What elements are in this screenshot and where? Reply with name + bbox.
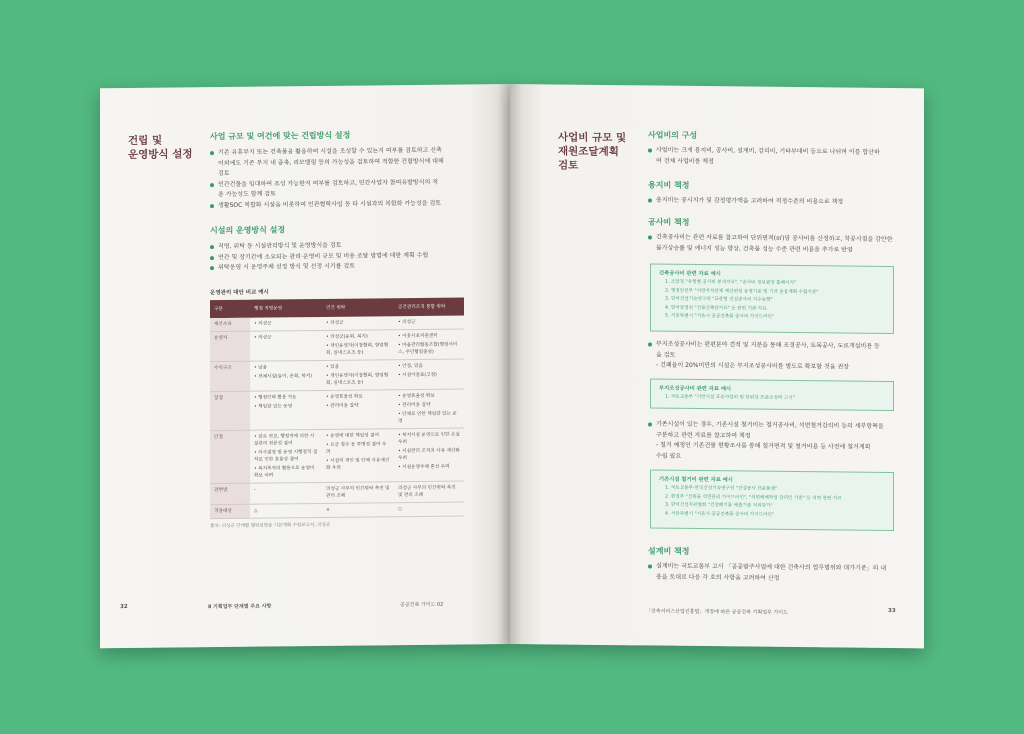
table-cell <box>394 428 464 482</box>
table-cell-line: • 안정, 있음 <box>398 363 423 370</box>
table-cell <box>250 503 322 518</box>
table-cell-line: • 낮음 <box>254 365 268 371</box>
book-spine-shadow <box>498 84 522 644</box>
sub-item: - 철거 예정인 기존건물 현황조사를 통해 철거면적 및 철거비용 등 사전에 철거계획 <box>656 441 871 451</box>
page-number: 32 <box>120 604 128 611</box>
footer-guide-title: 「건축서비스산업진흥법」개정에 따른 공공건축 기획업무 가이드 <box>646 608 788 616</box>
table-row-label: 장점 <box>210 391 250 430</box>
reference-box-demolition <box>650 469 894 531</box>
left-page <box>100 84 510 648</box>
box-item: 1. 국토교통부 "기반시설 표준사업비 및 단위당 표준조성비 고시" <box>665 394 795 401</box>
table-cell-line: • 시설이용료(고정) <box>398 372 437 379</box>
site-preparation-text <box>648 339 896 373</box>
bullet-item <box>210 198 460 211</box>
footer-section-title: Ⅱ 기획업무 단계별 주요 사항 <box>208 603 272 611</box>
table-cell-line: • 운영효율성 확보 <box>398 393 435 400</box>
table-cell <box>322 316 394 330</box>
box-item: 1. 국토교통부·한국건설기술연구원 "건설공사 표준품셈" <box>665 485 778 492</box>
table-cell-line: • 의성군(운회, 복지) <box>326 334 368 340</box>
chapter-title-line: 건립 및 <box>128 134 163 148</box>
table-cell <box>394 359 464 390</box>
table-header-cell: 공간관리조직 통합 위탁 <box>394 297 464 316</box>
table-cell-line: • 관리비용 절약 <box>326 403 359 409</box>
sub-item: 수립 필요 <box>656 452 682 460</box>
table-cell <box>250 330 322 361</box>
bullet-item: 용지비는 공시지가 및 감정평가액을 고려하여 적정수준의 비용으로 책정 <box>648 195 896 208</box>
table-cell-line: × <box>326 507 330 513</box>
box-item: 3. 한국건설자원협회 "건설폐기물 배출기준 처리단가" <box>665 502 773 509</box>
table-title: 운영관리 대안 비교 예시 <box>210 289 269 297</box>
table-row <box>210 502 464 519</box>
table-cell-line: • 시설의 개인 및 단체 사유재산화 우려 <box>326 458 390 471</box>
table-cell-line: • 의성군 <box>398 319 416 326</box>
table-row <box>210 359 464 392</box>
bullet-line: 검토 <box>218 169 230 178</box>
bullet-line: 생활SOC 복합화 시설을 비롯하여 민관협력사업 등 타 시설과의 복합화 가능성을 검토 <box>218 199 442 209</box>
bullet-line: 부지조성공사비는 편편분야 견적 및 지분을 통해 조경공사, 토목공사, 도로개설비용 등 <box>656 340 880 350</box>
table-cell-line: • 관리비용 절약 <box>398 402 431 409</box>
box-title: 건축공사비 관련 자료 예시 <box>659 270 721 278</box>
table-cell <box>322 330 394 361</box>
bullet-item: 위탁운영 시 운영주체 선정 방식 및 선정 시기를 검토 <box>210 261 460 274</box>
bullet-item: 연간 및 장기간에 소요되는 관리·운영비 규모 및 비용 조달 방법에 대한 계획 수립 <box>210 250 460 263</box>
chapter-title-line: 운영방식 설정 <box>128 148 193 162</box>
bullet-item: 직영, 위탁 등 시설관리방식 및 운영방식을 검토 <box>210 240 460 253</box>
table-cell-line: • 행정인력 활용 가능 <box>254 395 297 401</box>
box-item: 2. 행정안전부 "지방자치단체 예산편성 운영기준 및 기금 운용계획 수립기준" <box>665 288 819 295</box>
section-heading: 공사비 책정 <box>648 217 690 227</box>
table-cell <box>322 390 394 430</box>
box-item: 4. 한국감정원 "건물신축단가표" 등 관련 기관 자료 <box>665 305 767 312</box>
section-heading: 시설의 운영방식 설정 <box>210 225 286 236</box>
bullet-line: 용 가능성도 함께 검토 <box>218 190 276 199</box>
table-cell-line: • 복지시설 운영으로 인한 손실 우려 <box>398 432 460 446</box>
section-building-method <box>210 129 460 274</box>
table-row-label: 관련법 <box>210 483 250 504</box>
table-cell-line: - <box>254 487 256 493</box>
box-item: 3. 한국건설기술연구원 "표준형 건설공사비 지수동향" <box>665 296 773 303</box>
table-cell-line: • 있음 <box>326 364 340 370</box>
bullet-line: 민간건물을 임대하여 조성 가능한지 여부를 검토하고, 민간사업자 참여유발방식의 적 <box>218 178 439 188</box>
bullet-line: 구분하고 관련 자료를 참고하여 책정 <box>656 431 751 440</box>
table-cell <box>322 360 394 391</box>
table-header-cell: 민간 위탁 <box>322 298 394 317</box>
chapter-title-line: 사업비 규모 및 <box>558 131 627 145</box>
left-chapter-title <box>128 133 193 162</box>
table-cell-line: • 개인운영자(이장협회, 향업협회, 실내스포츠 등) <box>326 373 389 386</box>
table-row-label: 운영자 <box>210 331 250 361</box>
sub-item: - 건폐율이 20%미만의 시설은 부지조성공사비를 별도로 확보할 것을 권장 <box>656 361 850 371</box>
section-heading: 설계비 책정 <box>648 546 690 556</box>
table-row <box>210 389 464 431</box>
bullet-item <box>648 419 896 443</box>
bullet-item <box>648 232 896 256</box>
table-cell-line: • 책임감 있는 운영 <box>254 404 293 410</box>
table-cell-line: • 의성군 <box>254 321 272 327</box>
bullet-line: 용을 토대로 다음 각 호의 사항을 고려하여 산정 <box>656 573 780 582</box>
section-design-cost <box>648 545 896 585</box>
right-chapter-title <box>558 131 626 174</box>
bullet-item <box>648 145 896 169</box>
table-body <box>210 315 464 518</box>
table-cell-line: • 의성군 <box>326 320 344 326</box>
table-cell-line: • 의성군 <box>254 335 272 341</box>
box-item: 2. 환경부 "건축물 석면관리 가이드라인", "석면해체작업 감리인 기준" 등 석면 관련 자료 <box>665 494 842 501</box>
table-cell-line: • 의사결정 및 운영 시행정적 절차로 인한 효율성 결여 <box>254 450 318 463</box>
bullet-line: 건축공사비는 관련 자료를 참고하여 단위면적(㎡)당 공사비를 산정하고, 착공시점을 감안한 <box>656 233 893 244</box>
reference-box-construction <box>650 263 894 334</box>
table-row-label: 적용대상 <box>210 504 250 518</box>
footer-guide-title: 공공건축 가이드 02 <box>400 601 444 609</box>
table-cell-line: • 시설관리 조직의 사유 재산화 우려 <box>398 448 460 462</box>
table-cell-line: • 운영효율성 확보 <box>326 394 363 400</box>
table-cell-line: • 단체로 인한 책임감 있는 운영 <box>398 411 457 425</box>
section-heading: 용지비 책정 <box>648 180 690 190</box>
table-cell-line: 의성군 사무의 민간위탁 촉진 및 관리 조례 <box>398 485 456 499</box>
bullet-line: 물가상승률 및 에너지 성능 향상, 건축물 성능 수준 관련 비용을 추가로 반영 <box>656 244 853 254</box>
table-cell-line: △ <box>254 508 258 514</box>
section-heading: 사업비의 구성 <box>648 130 698 140</box>
table-source-note: 출처: 의성군 단계별 행위설명을 기본계획 수립보고서, 의성군 <box>210 522 331 530</box>
table-header-cell: 구분 <box>210 300 250 318</box>
table-row <box>210 428 464 484</box>
table-cell-line: • 잦은 전보, 행정적에 의한 시설관리 전문성 결여 <box>254 434 315 447</box>
bullet-line: 설계비는 국토교통부 고시 「공공발주사업에 대한 건축사의 업무범위와 대가기준」의 내 <box>656 562 887 572</box>
table-row-label: 재산소유 <box>210 318 250 332</box>
section-land-cost <box>648 179 896 208</box>
table-cell-line: • 운영에 대한 책임성 결여 <box>326 433 379 439</box>
table-cell <box>250 482 322 504</box>
box-title: 부지조성공사비 관련 자료 예시 <box>659 385 732 393</box>
table-cell <box>250 390 322 430</box>
table-cell-line: • 전체시설(놀이, 운회, 복지) <box>254 374 312 380</box>
bullet-line: 기존시설이 있는 경우, 기존시설 철거비는 철거공사비, 석면철거감리비 등의 세부항목을 <box>656 420 884 430</box>
box-item: 5. 서울특별시 "서울시 공공건축물 공사비 가이드라인" <box>665 313 775 320</box>
table-cell <box>394 481 464 503</box>
bullet-item <box>210 146 460 180</box>
operation-comparison-table <box>210 297 464 519</box>
bullet-line: 을 검토 <box>656 351 676 359</box>
table-cell <box>250 360 322 391</box>
table-cell <box>394 315 464 329</box>
section-cost-composition <box>648 129 896 169</box>
bullet-line: 사업비는 크게 용지비, 공사비, 설계비, 감리비, 기타부대비 등으로 나뉘며 이를 합산하 <box>656 146 880 156</box>
table-cell-line: 의성군 사무의 민간위탁 촉진 및 관리 조례 <box>326 486 390 499</box>
table-cell <box>250 317 322 331</box>
chapter-title-line: 검토 <box>558 159 579 172</box>
table-row-label: 단점 <box>210 430 250 483</box>
table-cell <box>394 389 464 429</box>
bullet-item <box>210 177 460 201</box>
page-number: 33 <box>888 607 896 615</box>
bullet-item <box>648 561 896 585</box>
table-row <box>210 329 464 362</box>
table-cell-line: • 복지목적의 활용으로 운영비 확보 어려 <box>254 466 315 479</box>
bullet-line: 이외에도 기존 부지 내 증축, 리모델링 등의 가능성을 검토하여 적합한 건립방식에 대해 <box>218 157 444 167</box>
table-cell-line: • 마을관리협동조합(행정서비스, 주민협업중심) <box>398 342 458 356</box>
table-cell <box>250 429 322 483</box>
table-cell-line: • 이웃시초지원센터 <box>398 333 438 340</box>
table-cell-line: ○ <box>398 507 403 513</box>
table-cell-line: • 시설운영주체 혼선 우려 <box>398 464 450 471</box>
section-construction-cost <box>648 216 896 256</box>
box-title: 기존시설 철거비 관련 자료 예시 <box>659 476 733 484</box>
table-cell-line: • 개인운영자(이장협회, 향업협회, 실내스포츠 등) <box>326 343 389 356</box>
demolition-text <box>648 419 896 464</box>
box-item: 1. 조달청 "유형별 공사비 분석자료", "공사비 정보광장 홈페이지" <box>665 279 797 286</box>
table-header-cell: 행정 직영운영 <box>250 299 322 318</box>
box-item: 4. 서울특별시 "서울시 공공건축물 공사비 가이드라인" <box>665 511 775 518</box>
table-cell <box>322 482 394 504</box>
table-row-label: 수익구조 <box>210 361 250 391</box>
table-cell <box>394 329 464 360</box>
chapter-title-line: 재원조달계획 <box>558 145 619 159</box>
bullet-item <box>648 339 896 363</box>
table-cell <box>394 502 464 517</box>
bullet-line: 기존 유휴부지 또는 건축물을 활용하여 시설을 조성할 수 있는지 여부를 검토하고 신축 <box>218 146 442 157</box>
table-cell <box>322 429 394 483</box>
table-cell <box>322 503 394 518</box>
table-cell-line: • 요금 징수 등 투명성 결여 우려 <box>326 442 387 455</box>
right-page <box>510 84 924 648</box>
section-heading: 사업 규모 및 여건에 맞는 건립방식 설정 <box>210 130 351 142</box>
table-row <box>210 481 464 505</box>
bullet-line: 여 전체 사업비를 책정 <box>656 157 714 165</box>
reference-box-site-preparation <box>650 378 894 411</box>
